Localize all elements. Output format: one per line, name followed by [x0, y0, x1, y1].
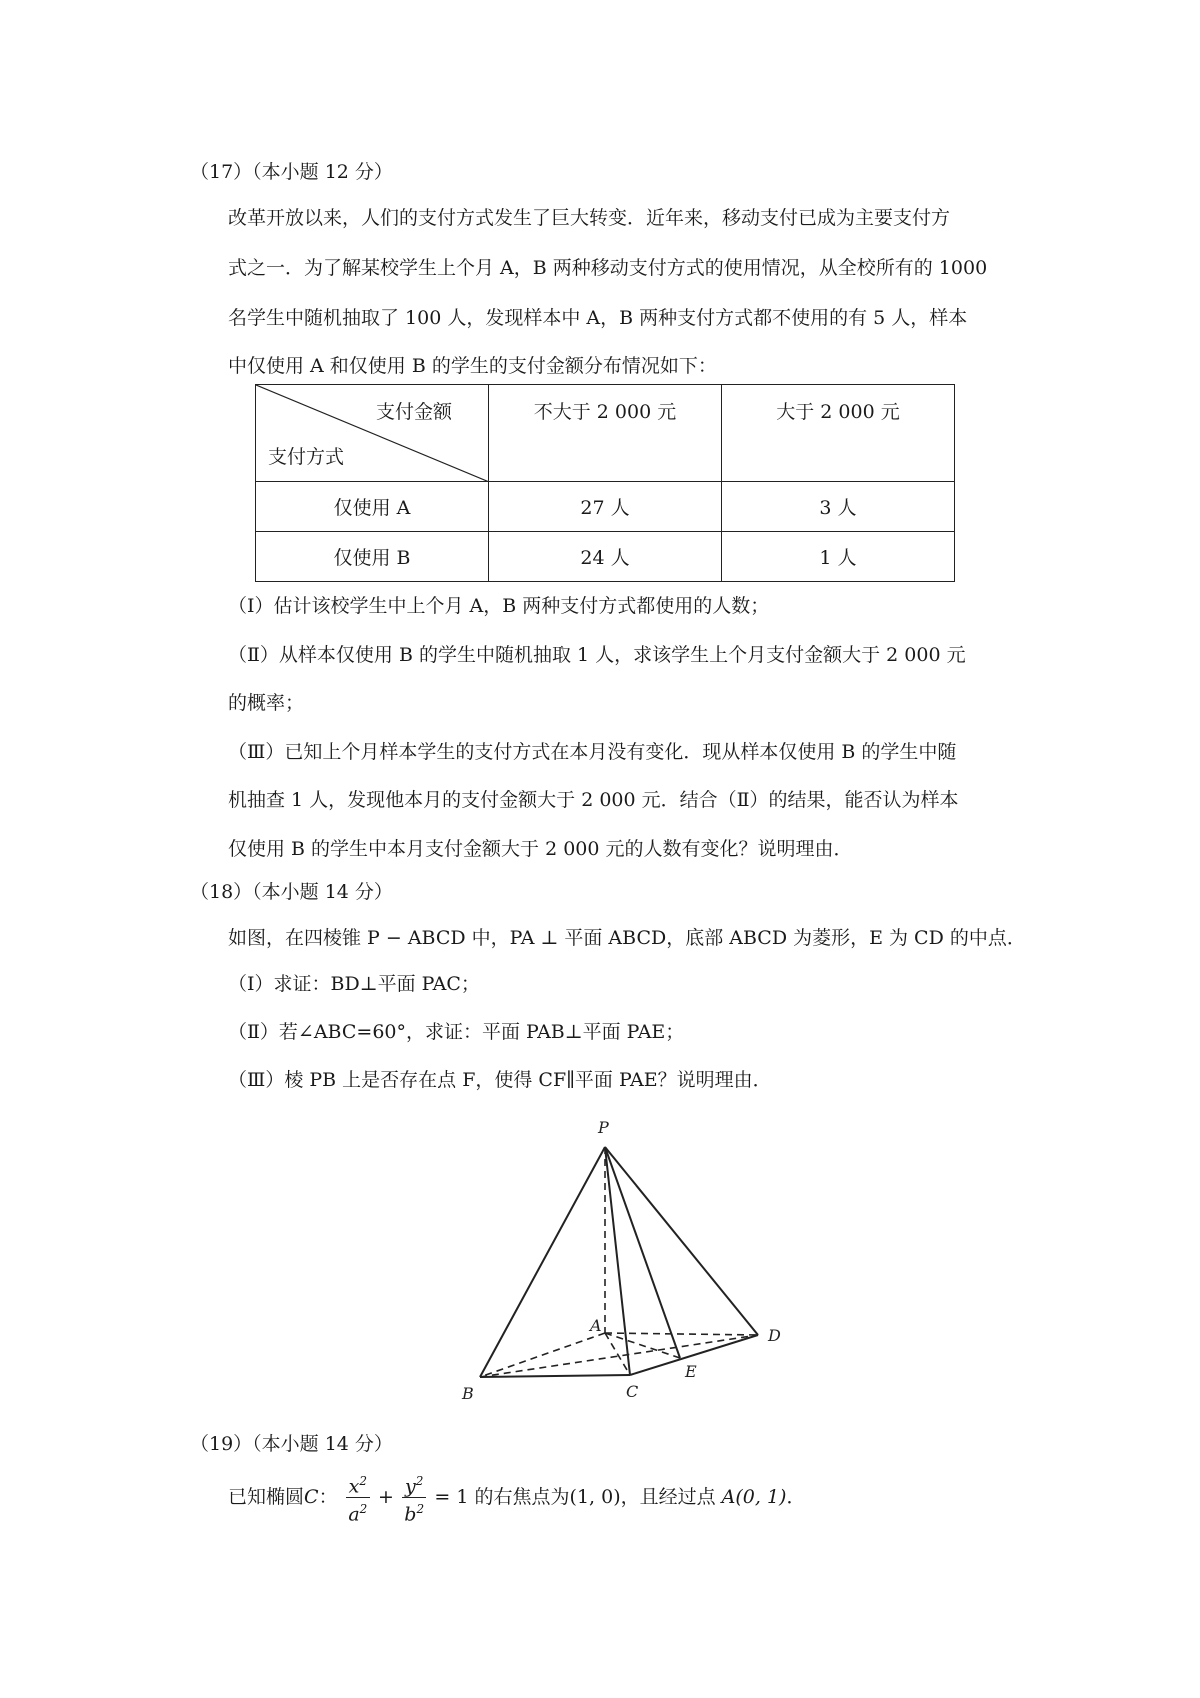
q19-text-before: 已知椭圆 — [228, 1485, 305, 1508]
plus-sign: + — [378, 1485, 394, 1508]
label-a: A — [590, 1316, 602, 1335]
q17-header: （17）（本小题 12 分） — [190, 161, 393, 183]
q17-part-2: （Ⅱ）从样本仅使用 B 的学生中随机抽取 1 人，求该学生上个月支付金额大于 2 000 元 — [228, 644, 966, 666]
fraction-y2-b2: $\frac{y^2}{b^2}$ — [402, 1470, 426, 1526]
q17-text-line-1: 改革开放以来，人们的支付方式发生了巨大转变．近年来，移动支付已成为主要支付方 — [228, 207, 951, 229]
edge-pd — [605, 1147, 758, 1335]
edge-ad — [605, 1333, 758, 1335]
table-row — [256, 482, 955, 532]
col-header-not-over-2000: 不大于 2 000 元 — [489, 385, 722, 482]
label-d: D — [768, 1326, 781, 1345]
q17-text-line-2: 式之一．为了解某校学生上个月 A，B 两种移动支付方式的使用情况，从全校所有的 1000 — [228, 257, 988, 279]
edge-pb — [480, 1147, 605, 1377]
q17-part-3-cont-2: 仅使用 B 的学生中本月支付金额大于 2 000 元的人数有变化？说明理由． — [228, 838, 853, 860]
q17-part-2-cont: 的概率； — [228, 692, 305, 714]
edge-ab — [480, 1333, 605, 1377]
q18-part-2: （Ⅱ）若∠ABC=60°，求证：平面 PAB⊥平面 PAE； — [228, 1021, 685, 1043]
fraction-x2-a2: $\frac{x^2}{a^2}$ — [346, 1470, 370, 1526]
table-corner-cell — [256, 385, 489, 482]
cell-a-over: 3 人 — [722, 482, 955, 532]
q19-text-end: ． — [786, 1485, 806, 1508]
corner-label-amount: 支付金额 — [375, 401, 452, 423]
q19-header: （19）（本小题 14 分） — [190, 1433, 393, 1455]
q18-intro: 如图，在四棱锥 P − ABCD 中，PA ⊥ 平面 ABCD，底部 ABCD 为菱形，E 为 CD 的中点． — [228, 927, 1026, 949]
cell-a-not-over: 27 人 — [489, 482, 722, 532]
q18-part-3: （Ⅲ）棱 PB 上是否存在点 F，使得 CF∥平面 PAE？说明理由． — [228, 1069, 772, 1091]
label-p: P — [598, 1118, 609, 1137]
q17-part-3-cont-1: 机抽查 1 人，发现他本月的支付金额大于 2 000 元．结合（Ⅱ）的结果，能否认为样本 — [228, 789, 959, 811]
edge-bc — [480, 1375, 630, 1377]
pyramid-figure — [440, 1115, 800, 1405]
payment-table — [255, 384, 955, 582]
row-label-only-a: 仅使用 A — [256, 482, 489, 532]
point-a: A(0, 1) — [721, 1485, 787, 1508]
edge-ae — [605, 1333, 680, 1358]
q18-header: （18）（本小题 14 分） — [190, 881, 393, 903]
q18-part-1: （Ⅰ）求证：BD⊥平面 PAC； — [228, 973, 480, 995]
corner-label-method: 支付方式 — [268, 446, 345, 469]
label-b: B — [462, 1384, 474, 1403]
q17-part-1: （Ⅰ）估计该校学生中上个月 A，B 两种支付方式都使用的人数； — [228, 595, 770, 617]
label-e: E — [685, 1362, 697, 1381]
curve-c: C — [304, 1485, 319, 1508]
cell-b-not-over: 24 人 — [489, 532, 722, 582]
col-header-over-2000: 大于 2 000 元 — [722, 385, 955, 482]
q17-part-3: （Ⅲ）已知上个月样本学生的支付方式在本月没有变化．现从样本仅使用 B 的学生中随 — [228, 741, 957, 763]
cell-b-over: 1 人 — [722, 532, 955, 582]
q19-text-mid: 的右焦点为(1, 0)，且经过点 — [474, 1485, 716, 1508]
table-row — [256, 532, 955, 582]
q19-ellipse-statement — [228, 1470, 806, 1526]
label-c: C — [626, 1382, 639, 1401]
colon: ： — [318, 1485, 338, 1508]
row-label-only-b: 仅使用 B — [256, 532, 489, 582]
q17-text-line-4: 中仅使用 A 和仅使用 B 的学生的支付金额分布情况如下： — [228, 355, 717, 377]
q17-text-line-3: 名学生中随机抽取了 100 人，发现样本中 A，B 两种支付方式都不使用的有 5 人，样本 — [228, 307, 968, 329]
equals-one: = 1 — [434, 1485, 469, 1508]
